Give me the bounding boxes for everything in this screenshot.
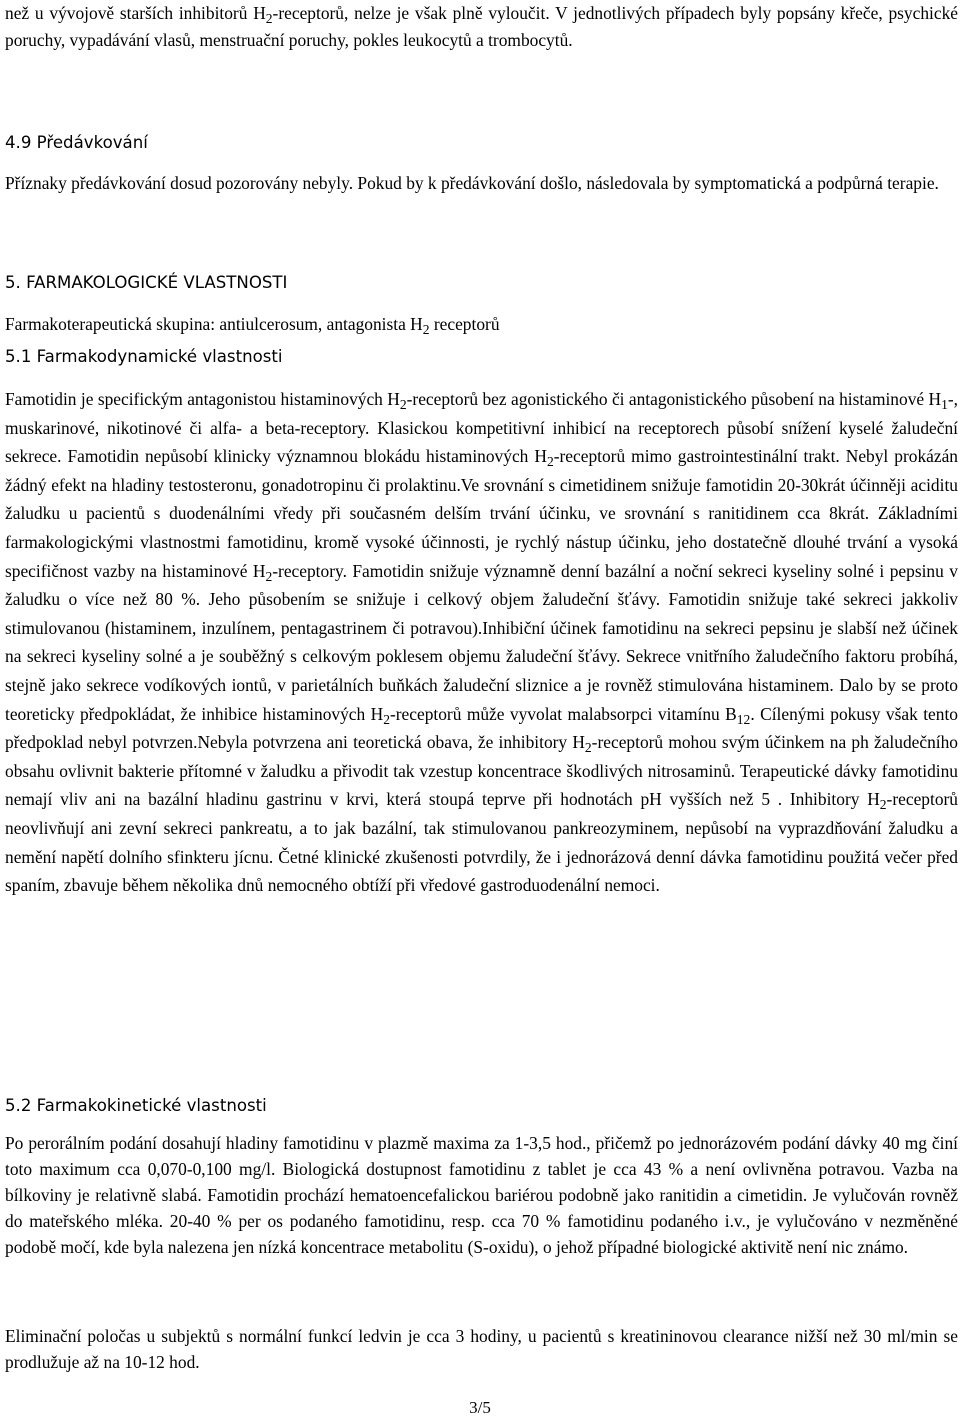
section-5-1-body: Famotidin je specifickým antagonistou histaminových $H_2$-receptorů bez agonistického či antagonistického působení na histaminové $H_1-$, muskarinové, nikotinové či alfa- a beta-receptory. Klasickou kompetitivní inhibicí na receptorech působí snížení kyselé žaludeční sekrece. Famotidin nepůsobí klinicky významnou blokádu histaminových $H_2$-receptorů mimo gastrointestinální trakt. Nebyl prokázán žádný efekt na hladiny testosteronu, gonadotropinu či prolaktinu.Ve srovnání s cimetidinem snižuje famotidin 20-30krát účinněji aciditu žaludku u pacientů s duodenálními vředy při současném delším trvání účinku, ve srovnání s ranitidinem cca 8krát. Základními farmakologickými vlastnostmi famotidinu, kromě vysoké účinnosti, je rychlý nástup účinku, jeho dostatečně dlouhé trvání a vysoká specifičnost vazby na histaminové $H_2$-receptory. Famotidin snižuje významně denní bazální a noční sekreci kyseliny solné i pepsinu v žaludku o více než 80 %. Jeho působením se snižuje i celkový objem žaludeční šťávy. Famotidin snižuje také sekreci jakkoliv stimulovanou (histaminem, inzulínem, pentagastrinem či potravou).Inhibiční účinek famotidinu na sekreci pepsinu je slabší než účinek na sekreci kyseliny solné a je souběžný s celkovým poklesem objemu žaludeční šťávy. Sekrece vnitřního žaludečního faktoru probíhá, stejně jako sekrece vodíkových iontů, v parietálních buňkách žaludeční sliznice a je rovněž stimulována histaminem. Dalo by se proto teoreticky předpokládat, že inhibice histaminových $H_2$-receptorů může vyvolat malabsorpci vitamínu $B_{12}$. Cílenými pokusy však tento předpoklad nebyl potvrzen.Nebyla potvrzena ani teoretická obava, že inhibitory $H_2$-receptorů mohou svým účinkem na ph žaludečního obsahu ovlivnit bakterie přítomné v žaludku a přivodit tak vzestup koncentrace škodlivých nitrosaminů. Terapeutické dávky famotidinu nemají vliv ani na bazální hladinu gastrinu v krvi, která stoupá teprve při hodnotách pH vyšších než 5 . Inhibitory $H_2$-receptorů neovlivňují ani zevní sekreci pankreatu, a to jak bazální, tak stimulovanou pankreozyminem, nepůsobí na vyprazdňování žaludku a nemění napětí dolního sfinkteru jícnu. Četné klinické zkušenosti potvrdily, že i jednorázová denní dávka famotidinu použitá večer před spaním, zbavuje během několika dnů nemocného obtíží při vředové gastroduodenální nemoci. xyxy=(5,389,959,896)
section-5-2-paragraph-1: Po perorálním podání dosahují hladiny famotidinu v plazmě maxima za 1-3,5 hod., přičemž po jednorázovém podání dávky 40 mg činí toto maximum cca 0,070-0,100 mg/l. Biologická dostupnost famotidinu z tablet je cca 43 % a není ovlivněna potravou. Vazba na bílkoviny je relativně slabá. Famotidin prochází hematoencefalickou bariérou podobně jako ranitidin a cimetidin. Je vylučován rovněž do mateřského mléka. 20-40 % per os podaného famotidinu, resp. cca 70 % famotidinu podaného i.v., je vylučováno v nezměněné podobě močí, kde byla nalezena jen nízká koncentrace metabolitu (S-oxidu), o jehož případné biologické aktivitě není nic známo. xyxy=(5,1133,958,1257)
page-number: 3/5 xyxy=(469,1398,491,1417)
section-5-heading: 5. FARMAKOLOGICKÉ VLASTNOSTI xyxy=(5,273,288,292)
section-4-9-text: Příznaky předávkování dosud pozorovány nebyly. Pokud by k předávkování došlo, následovala by symptomatická a podpůrná terapie. xyxy=(5,173,939,193)
section-5-1-heading: 5.1 Farmakodynamické vlastnosti xyxy=(5,347,283,366)
group-text: Farmakoterapeutická skupina: antiulcerosum, antagonista H xyxy=(5,314,423,334)
section-5-2-heading: 5.2 Farmakokinetické vlastnosti xyxy=(5,1096,267,1115)
subscript: 2 xyxy=(265,10,273,26)
section-4-9-heading: 4.9 Předávkování xyxy=(5,133,148,152)
intro-paragraph xyxy=(5,0,958,53)
subscript: 2 xyxy=(422,321,430,337)
group-text-end: receptorů xyxy=(429,314,500,334)
pharmacotherapeutic-group xyxy=(5,311,500,338)
section-5-2-paragraph-2: Eliminační poločas u subjektů s normální funkcí ledvin je cca 3 hodiny, u pacientů s kreatininovou clearance nižší než 30 ml/min se prodlužuje až na 10-12 hod. xyxy=(5,1326,958,1372)
intro-text: než u vývojově starších inhibitorů H xyxy=(5,3,266,23)
intro-text-end: -receptorů, nelze je však plně vyloučit. V jednotlivých případech byly popsány křeče, psychické poruchy, vypadávání vlasů, menstruační poruchy, pokles leukocytů a trombocytů. xyxy=(5,3,958,50)
